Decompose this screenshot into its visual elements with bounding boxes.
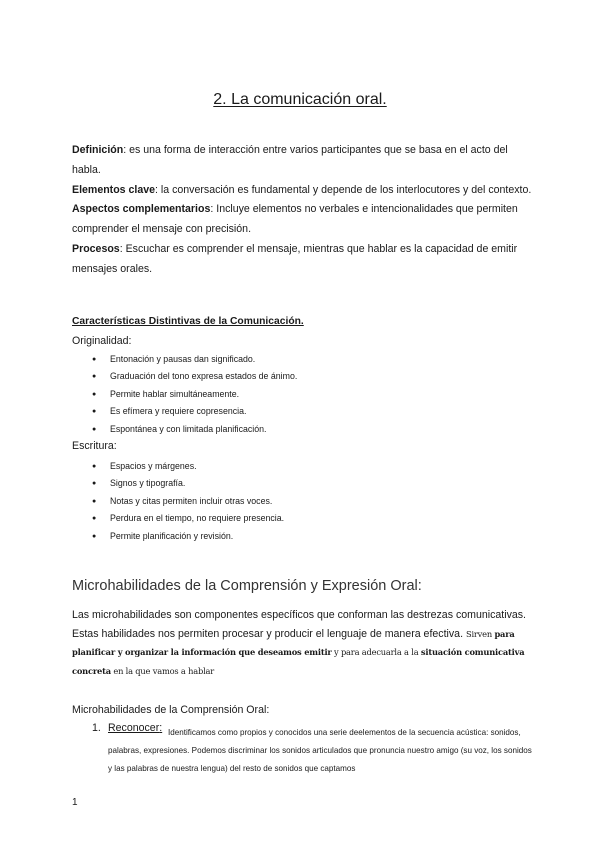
intro-text: Las microhabilidades son componentes específicos que conforman las destrezas comunicativas. Estas habilidades nos permiten procesar y producir el lenguaje de manera efectiva. [72, 609, 527, 640]
intro-tail: y para adecuarla a la [331, 647, 421, 657]
definitions-block [72, 141, 532, 280]
microskills-intro [72, 606, 528, 680]
list-item: ● Permite planificación y revisión. [92, 528, 284, 545]
definition-paragraph [72, 141, 532, 181]
list-item: ● Graduación del tono expresa estados de ánimo. [92, 368, 297, 385]
list-item: ● Notas y citas permiten incluir otras voces. [92, 493, 284, 510]
intro-tail-bold: situación comunicativa concreta [72, 647, 525, 676]
list-item: ● Signos y tipografía. [92, 475, 284, 492]
definition-term: Procesos [72, 242, 120, 255]
writing-list [92, 458, 284, 545]
list-item: ● Perdura en el tiempo, no requiere presencia. [92, 510, 284, 527]
item-number: 1. [92, 722, 101, 734]
definition-paragraph [72, 240, 532, 280]
list-item: ● Permite hablar simultáneamente. [92, 386, 297, 403]
list-item: ● Es efímera y requiere copresencia. [92, 403, 297, 420]
definition-term: Definición [72, 144, 124, 156]
intro-paragraph [72, 606, 528, 680]
definition-term: Elementos clave [72, 183, 156, 196]
item-colon: : [159, 722, 163, 734]
orality-list [92, 351, 297, 438]
definition-text: : la conversación es fundamental y depende de los interlocutores y del contexto. [155, 183, 532, 196]
list-item: ● Espacios y márgenes. [92, 458, 284, 475]
orality-label: Originalidad: [72, 335, 132, 347]
definition-text: : es una forma de interacción entre varios participantes que se basa en el acto del habla. [72, 144, 508, 176]
item-term-text: Reconocer [108, 722, 160, 734]
definition-term: Aspectos complementarios [72, 203, 211, 216]
intro-tail: en la que vamos a hablar [110, 665, 215, 676]
definition-text: : Escuchar es comprender el mensaje, mientras que hablar es la capacidad de emitir mensajes orales. [72, 242, 518, 275]
list-item: ● Entonación y pausas dan significado. [92, 351, 297, 368]
definition-paragraph [72, 181, 532, 201]
definition-paragraph [72, 200, 532, 240]
intro-tail-bold: para planificar y organizar la información que deseamos emitir [72, 628, 515, 657]
intro-tail: Sirven [465, 628, 495, 639]
list-item: ● Espontánea y con limitada planificación. [92, 421, 297, 438]
writing-label: Escritura: [72, 440, 117, 452]
characteristics-heading: Características Distintivas de la Comunicación. [72, 316, 304, 327]
definition-text: : Incluye elementos no verbales e intencionalidades que permiten comprender el mensaje con precisión. [72, 203, 518, 236]
item-body: Identificamos como propios y conocidos una serie deelementos de la secuencia acústica: sonidos, palabras, expresiones. Podemos discriminar los sonidos articulados que pronuncia nuestro amigo (su voz, los sonidos y las palabras de nuestra lengua) del resto de sonidos que captamos [108, 728, 532, 773]
microskills-heading: Microhabilidades de la Comprensión y Expresión Oral: [72, 578, 422, 594]
page-number: 1 [72, 797, 78, 808]
comprehension-title: Microhabilidades de la Comprensión Oral: [72, 704, 270, 716]
document-title: 2. La comunicación oral. [213, 91, 387, 108]
